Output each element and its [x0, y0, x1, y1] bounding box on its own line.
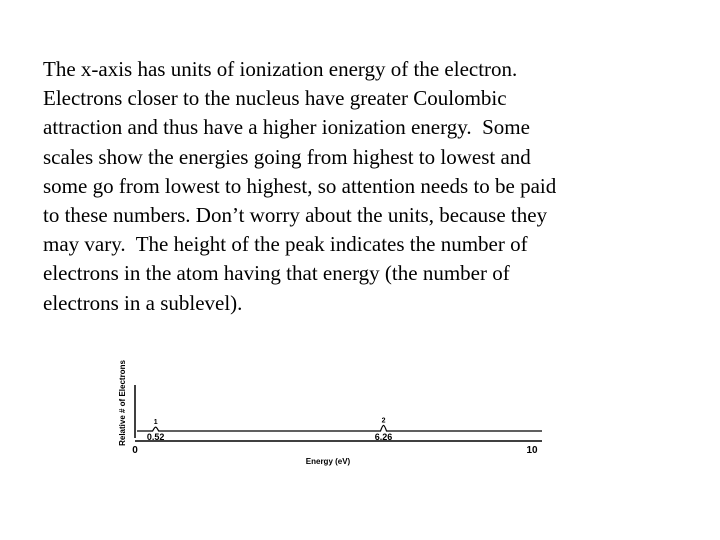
paragraph-line: Electrons closer to the nucleus have greater Coulombic — [43, 86, 507, 111]
paragraph-line: to these numbers. Don’t worry about the units, because they — [43, 203, 548, 228]
explanation-paragraph — [43, 55, 683, 318]
pes-spectrum-chart — [110, 345, 550, 470]
paragraph-line: electrons in the atom having that energy (the number of — [43, 261, 510, 286]
x-tick-label: 0 — [132, 445, 138, 456]
paragraph-line: attraction and thus have a higher ionization energy. Some — [43, 115, 530, 140]
peak-count-label: 1 — [153, 419, 158, 427]
paragraph-line: some go from lowest to highest, so attention needs to be paid — [43, 173, 557, 198]
peak-energy-label: 6.26 — [374, 432, 393, 442]
paragraph-line: scales show the energies going from highest to lowest and — [43, 144, 531, 169]
paragraph-line: may vary. The height of the peak indicates the number of — [43, 232, 528, 257]
x-axis-label: Energy (eV) — [305, 457, 351, 466]
spectrum-baseline — [137, 425, 542, 431]
peak-energy-label: 0.52 — [146, 432, 165, 442]
peak-count-label: 2 — [381, 417, 386, 425]
paragraph-line: electrons in a sublevel). — [43, 290, 243, 315]
y-axis-label: Relative # of Electrons — [118, 360, 127, 446]
paragraph-line: The x-axis has units of ionization energy of the electron. — [43, 57, 518, 81]
x-tick-label: 10 — [526, 445, 538, 456]
